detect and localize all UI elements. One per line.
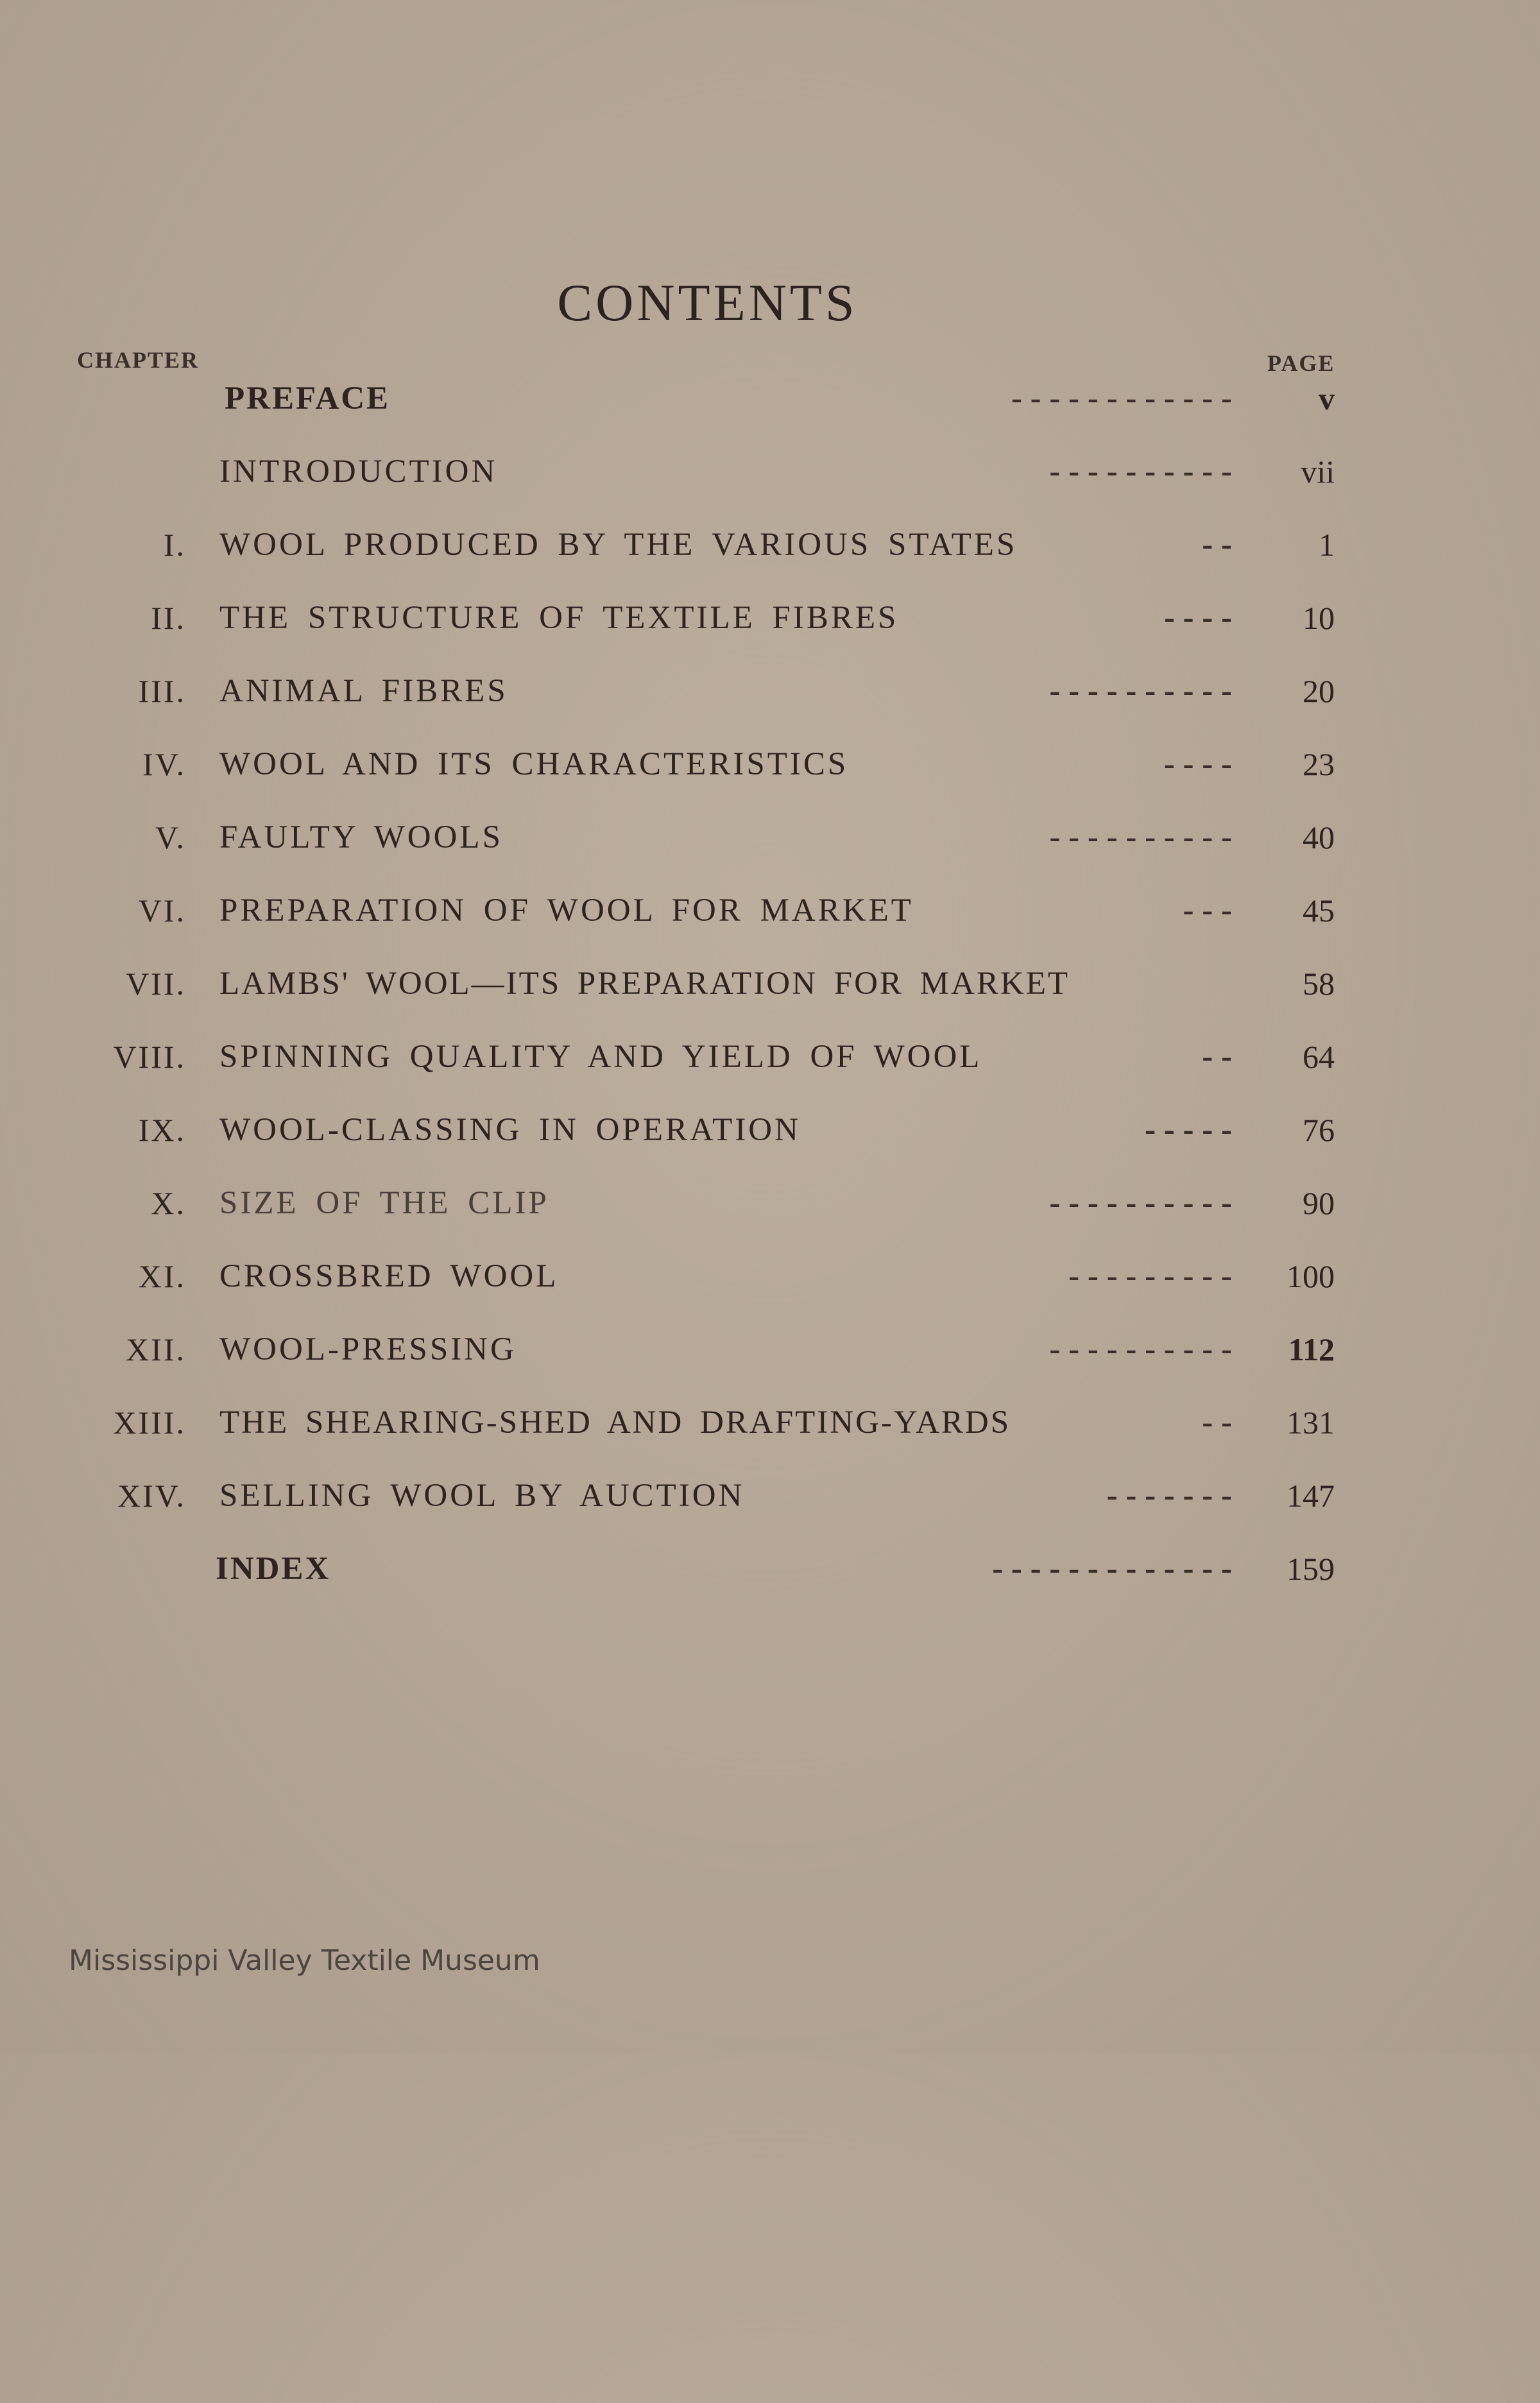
page-number: 76 xyxy=(1303,1112,1335,1148)
chapter-title: PREFACE xyxy=(225,381,391,416)
chapter-number: VII. xyxy=(126,966,186,1002)
leader-dots: - - xyxy=(1202,1405,1232,1441)
page-number: 147 xyxy=(1287,1478,1335,1514)
page-number: vii xyxy=(1301,454,1335,490)
chapter-number: III. xyxy=(138,673,186,709)
leader-dots: - - - - - - - - - - xyxy=(1049,673,1232,709)
chapter-number: IX. xyxy=(138,1112,186,1148)
toc-row xyxy=(0,599,1540,651)
chapter-number: IV. xyxy=(142,746,186,782)
page-title: CONTENTS xyxy=(557,273,858,332)
leader-dots: - - - xyxy=(1183,893,1232,928)
toc-row xyxy=(0,1111,1540,1163)
leader-dots: - - - - - - - xyxy=(1106,1478,1232,1514)
chapter-number: VI. xyxy=(138,893,186,928)
chapter-number: VIII. xyxy=(113,1039,186,1075)
leader-dots: - - - - - - - - - - - - xyxy=(1011,381,1232,416)
chapter-title: WOOL PRODUCED BY THE VARIOUS STATES xyxy=(219,527,1018,563)
page-number: 40 xyxy=(1303,819,1335,855)
chapter-title: SELLING WOOL BY AUCTION xyxy=(219,1478,745,1514)
page-number: 64 xyxy=(1303,1039,1335,1075)
page-number: 1 xyxy=(1319,527,1335,563)
chapter-title: INTRODUCTION xyxy=(219,454,498,490)
toc-row xyxy=(0,453,1540,504)
chapter-number: XIII. xyxy=(113,1405,186,1441)
page-number: 112 xyxy=(1288,1331,1335,1367)
toc-row xyxy=(0,746,1540,797)
leader-dots: - - - - - - - - - - xyxy=(1049,819,1232,855)
leader-dots: - - - - xyxy=(1163,600,1232,636)
toc-row xyxy=(0,892,1540,943)
toc-row xyxy=(0,1331,1540,1382)
chapter-title: INDEX xyxy=(216,1551,331,1587)
page-number: 100 xyxy=(1287,1258,1335,1294)
leader-dots: - - - - - - - - - xyxy=(1068,1258,1232,1294)
leader-dots: - - xyxy=(1202,1039,1232,1075)
chapter-title: THE SHEARING-SHED AND DRAFTING-YARDS xyxy=(219,1405,1011,1441)
chapter-title: FAULTY WOOLS xyxy=(219,819,503,855)
chapter-number: V. xyxy=(155,819,186,855)
leader-dots: - - - - - - - - - - xyxy=(1049,1185,1232,1221)
toc-row xyxy=(0,965,1540,1016)
leader-dots: - - - - - - - - - - xyxy=(1049,1331,1232,1367)
toc-row xyxy=(0,526,1540,577)
leader-dots: - - - - - - - - - - xyxy=(1049,454,1232,490)
page-column-header: PAGE xyxy=(1267,350,1335,376)
museum-watermark: Mississippi Valley Textile Museum xyxy=(69,1944,540,1977)
leader-dots: - - - - - xyxy=(1145,1112,1232,1148)
toc-row xyxy=(0,819,1540,870)
chapter-number: XII. xyxy=(126,1331,186,1367)
chapter-number: XIV. xyxy=(117,1478,186,1514)
chapter-title: CROSSBRED WOOL xyxy=(219,1258,559,1294)
chapter-number: XI. xyxy=(138,1258,186,1294)
page-number: 10 xyxy=(1303,600,1335,636)
chapter-title: SIZE OF THE CLIP xyxy=(219,1185,549,1221)
chapter-title: WOOL-PRESSING xyxy=(219,1331,517,1367)
toc-row xyxy=(0,1477,1540,1528)
toc-row xyxy=(0,1184,1540,1236)
toc-row xyxy=(0,672,1540,724)
leader-dots: - - xyxy=(1202,527,1232,563)
toc-row xyxy=(0,1404,1540,1455)
page-number: 23 xyxy=(1303,746,1335,782)
page-number: 159 xyxy=(1287,1551,1335,1587)
leader-dots: - - - - - - - - - - - - - xyxy=(992,1551,1232,1587)
chapter-number: II. xyxy=(151,600,186,636)
toc-row xyxy=(0,380,1540,431)
toc-row xyxy=(0,1038,1540,1090)
chapter-title: ANIMAL FIBRES xyxy=(219,673,508,709)
toc-row xyxy=(0,1258,1540,1309)
chapter-title: WOOL AND ITS CHARACTERISTICS xyxy=(219,746,849,782)
chapter-title: THE STRUCTURE OF TEXTILE FIBRES xyxy=(219,600,899,636)
chapter-number: X. xyxy=(151,1185,186,1221)
page-number: 90 xyxy=(1303,1185,1335,1221)
page-number: 20 xyxy=(1303,673,1335,709)
chapter-title: LAMBS' WOOL—ITS PREPARATION FOR MARKET xyxy=(219,966,1070,1002)
page-number: 131 xyxy=(1287,1405,1335,1441)
chapter-title: PREPARATION OF WOOL FOR MARKET xyxy=(219,893,914,928)
chapter-number: I. xyxy=(163,527,186,563)
page-number: 58 xyxy=(1303,966,1335,1002)
chapter-title: WOOL-CLASSING IN OPERATION xyxy=(219,1112,801,1148)
toc-row xyxy=(0,1550,1540,1602)
chapter-title: SPINNING QUALITY AND YIELD OF WOOL xyxy=(219,1039,982,1075)
page-number: v xyxy=(1319,381,1335,416)
leader-dots: - - - - xyxy=(1163,746,1232,782)
page-number: 45 xyxy=(1303,893,1335,928)
chapter-column-header: CHAPTER xyxy=(77,347,200,373)
